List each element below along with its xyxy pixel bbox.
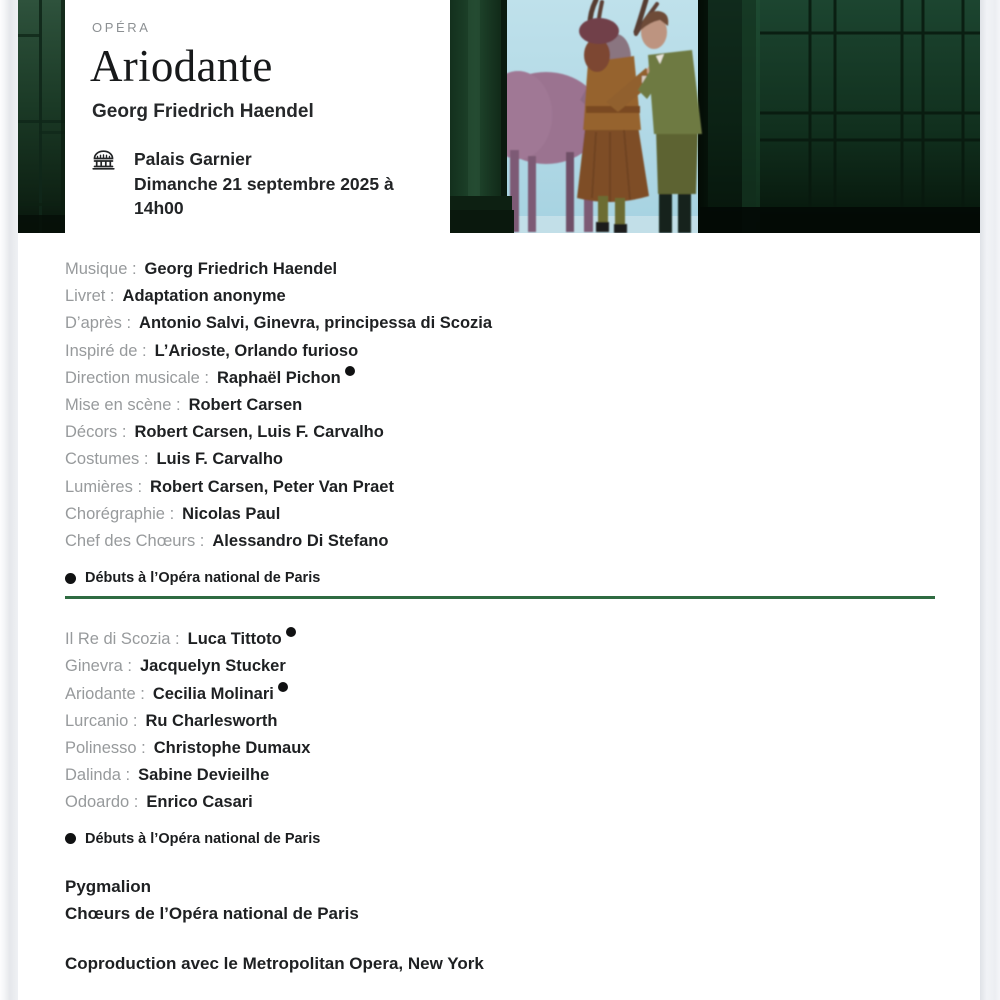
credit-row [65,392,935,419]
cast-name: Cecilia Molinari [152,684,274,703]
cast-row [65,735,935,762]
cast-name: Ru Charlesworth [145,711,278,730]
credit-row [65,256,935,283]
credit-label: D’après : [65,314,132,333]
credit-label: Lumières : [65,477,143,496]
cast-role: Odoardo : [65,793,139,812]
header-card [65,0,450,233]
page-edge-right [980,0,1000,1000]
cast-name: Sabine Devieilhe [138,766,270,785]
credit-row [65,446,935,473]
event-time: 14h00 [134,198,184,218]
cast-name: Enrico Casari [146,793,253,812]
debut-note-text: Débuts à l’Opéra national de Paris [85,830,321,847]
credit-row [65,501,935,528]
credit-value: Robert Carsen [188,396,303,415]
bullet-icon [65,833,76,844]
debut-note-text: Débuts à l’Opéra national de Paris [85,570,321,587]
chorus-name: Chœurs de l’Opéra national de Paris [65,903,359,923]
cast-row [65,681,935,708]
category-label: OPÉRA [92,20,151,35]
cast-name: Christophe Dumaux [153,739,311,758]
credit-value: Robert Carsen, Peter Van Praet [150,477,394,496]
credit-label: Chef des Chœurs : [65,532,205,551]
credit-row [65,365,935,392]
credit-value: Antonio Salvi, Ginevra, principessa di Scozia [139,314,493,333]
coproduction-note: Coproduction avec le Metropolitan Opera, New York [65,954,484,974]
debut-note [65,830,935,848]
debut-note [65,569,935,587]
credit-row [65,338,935,365]
credit-label: Mise en scène : [65,396,181,415]
credits-list [65,256,935,555]
credit-value: Adaptation anonyme [122,287,286,306]
credit-label: Décors : [65,423,127,442]
cast-row [65,762,935,789]
credit-value: Raphaël Pichon [216,368,341,387]
credit-value: Georg Friedrich Haendel [144,260,338,278]
page-title: Ariodante [90,41,273,91]
debut-marker-icon [345,366,355,376]
cast-role: Polinesso : [65,739,146,758]
credit-row [65,474,935,501]
credit-label: Livret : [65,287,115,306]
hero-banner [18,0,980,233]
cast-row [65,626,935,653]
building-columns-icon [92,149,115,175]
cast-row [65,789,935,816]
cast-role: Il Re di Scozia : [65,630,180,649]
credit-row [65,528,935,555]
credit-row [65,419,935,446]
page-edge-left [0,0,18,1000]
bullet-icon [65,573,76,584]
debut-marker-icon [278,682,288,692]
event-date: Dimanche 21 septembre 2025 à [134,173,394,194]
cast-name: Luca Tittoto [187,630,282,649]
venue-name: Palais Garnier [134,149,252,169]
cast-role: Lurcanio : [65,711,138,730]
cast-role: Ariodante : [65,684,145,703]
credit-label: Inspiré de : [65,341,147,360]
ensembles-block [65,873,935,927]
orchestra-name: Pygmalion [65,876,151,896]
program-details [65,256,935,974]
credit-value: Nicolas Paul [182,504,281,523]
credit-row [65,283,935,310]
section-divider [65,596,935,599]
cast-row [65,653,935,680]
credit-label: Direction musicale : [65,368,209,387]
credit-value: L’Arioste, Orlando furioso [154,341,359,360]
debut-marker-icon [286,627,296,637]
cast-name: Jacquelyn Stucker [139,657,286,676]
venue-block [92,147,450,221]
cast-role: Dalinda : [65,766,131,785]
credit-value: Robert Carsen, Luis F. Carvalho [134,423,384,442]
credit-label: Costumes : [65,450,149,469]
cast-role: Ginevra : [65,657,132,676]
green-door-left-image [18,0,65,233]
cast-list [65,626,935,816]
credit-value: Alessandro Di Stefano [212,532,389,551]
composer-name: Georg Friedrich Haendel [92,101,314,122]
cast-row [65,708,935,735]
credit-label: Chorégraphie : [65,504,175,523]
credit-row [65,310,935,337]
credit-label: Musique : [65,260,137,278]
production-photo [450,0,980,233]
credit-value: Luis F. Carvalho [156,450,283,469]
